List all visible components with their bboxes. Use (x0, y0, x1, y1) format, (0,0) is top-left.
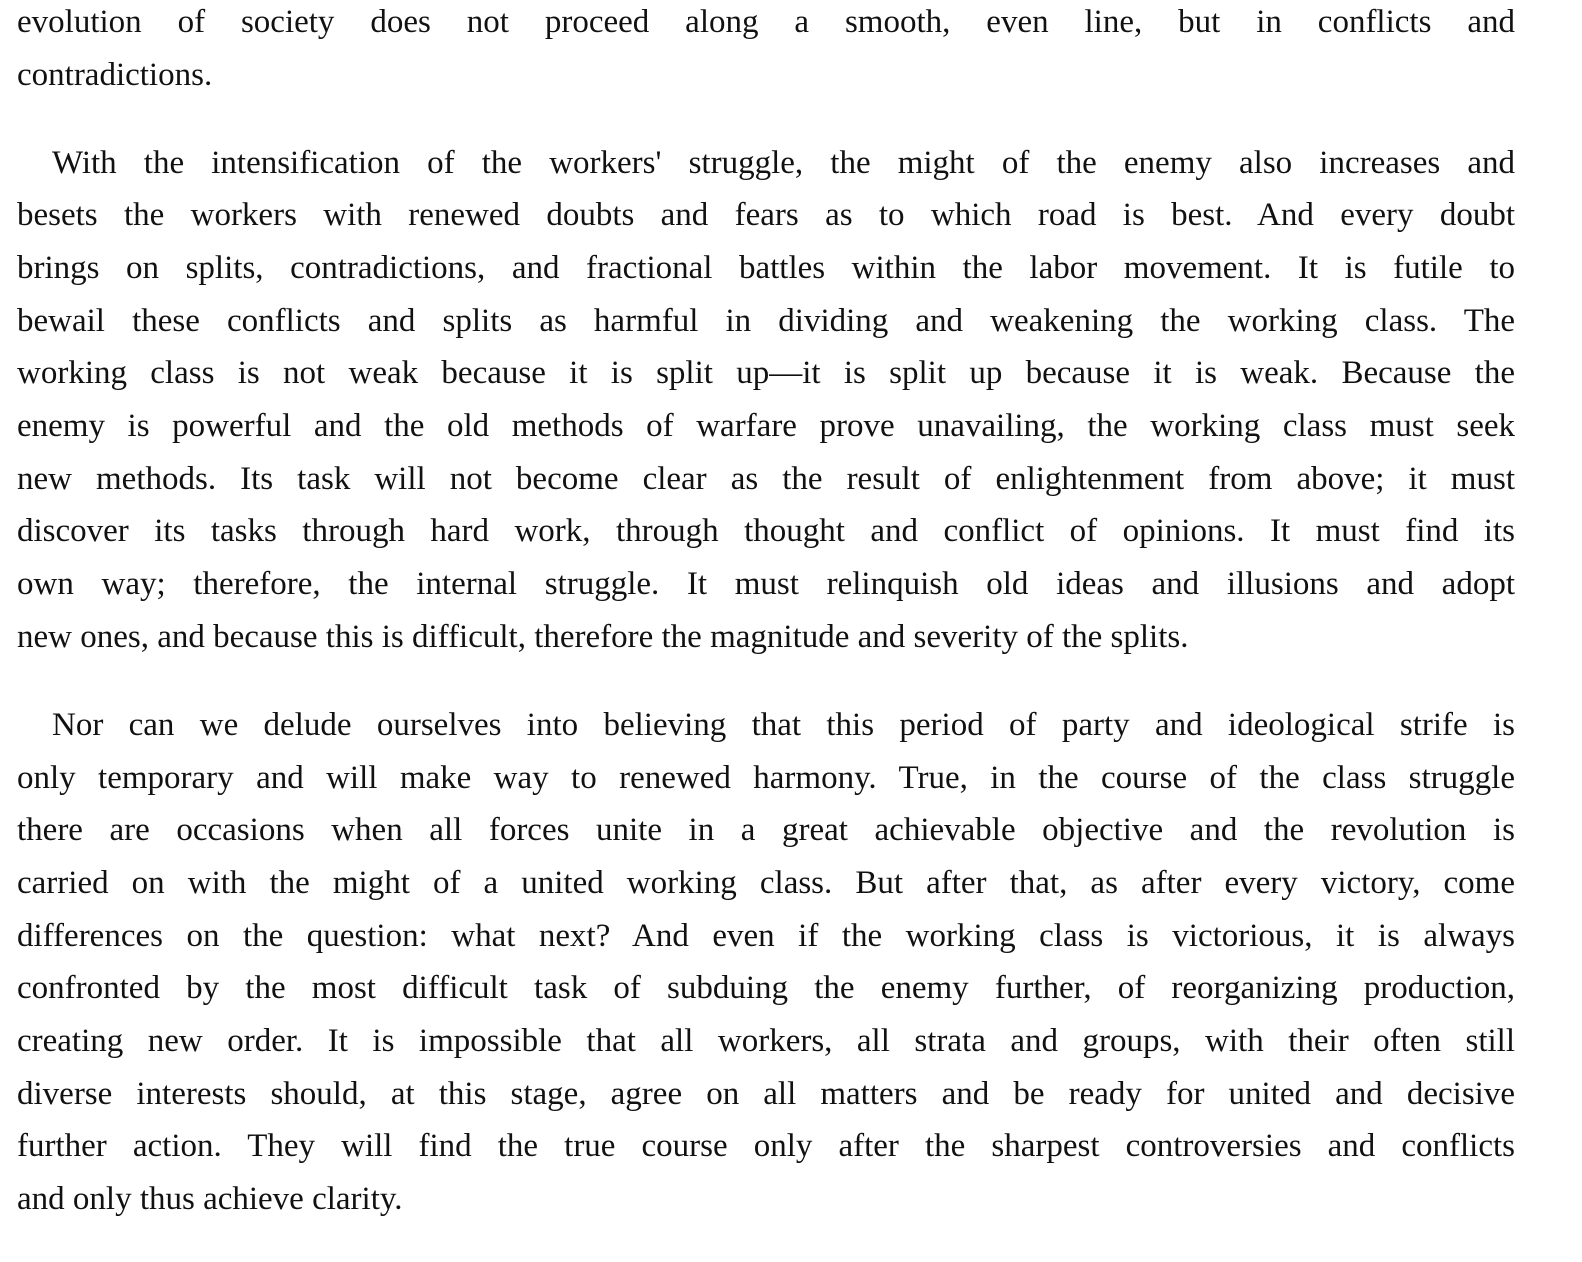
text-line: carried on with the might of a united working class. But after that, as after every victory, come (17, 864, 1515, 901)
text-line: contradictions. (17, 56, 213, 93)
text-line: own way; therefore, the internal struggle. It must relinquish old ideas and illusions and adopt (17, 566, 1515, 603)
paragraph (17, 137, 1515, 664)
text-line: and only thus achieve clarity. (17, 1181, 403, 1218)
text-line: discover its tasks through hard work, through thought and conflict of opinions. It must find its (17, 513, 1515, 550)
text-line: enemy is powerful and the old methods of warfare prove unavailing, the working class must seek (17, 408, 1515, 445)
text-line: diverse interests should, at this stage, agree on all matters and be ready for united and decisive (17, 1075, 1515, 1112)
text-line: there are occasions when all forces unite in a great achievable objective and the revolution is (17, 812, 1515, 849)
text-line: brings on splits, contradictions, and fractional battles within the labor movement. It is futile to (17, 250, 1515, 287)
document-body (17, 0, 1515, 1261)
paragraph (17, 0, 1515, 101)
text-line: working class is not weak because it is split up—it is split up because it is weak. Because the (17, 355, 1515, 392)
text-line: new ones, and because this is difficult, therefore the magnitude and severity of the splits. (17, 618, 1189, 655)
text-line: creating new order. It is impossible that all workers, all strata and groups, with their often still (17, 1022, 1515, 1059)
text-line: besets the workers with renewed doubts and fears as to which road is best. And every doubt (17, 197, 1515, 234)
text-line: new methods. Its task will not become clear as the result of enlightenment from above; it must (17, 460, 1515, 497)
text-line: differences on the question: what next? And even if the working class is victorious, it is always (17, 917, 1515, 954)
text-line: Nor can we delude ourselves into believing that this period of party and ideological strife is (52, 706, 1515, 743)
text-line: only temporary and will make way to renewed harmony. True, in the course of the class struggle (17, 759, 1515, 796)
text-line: bewail these conflicts and splits as harmful in dividing and weakening the working class. The (17, 302, 1515, 339)
paragraph (17, 699, 1515, 1226)
text-line: evolution of society does not proceed along a smooth, even line, but in conflicts and (17, 4, 1515, 40)
text-line: further action. They will find the true course only after the sharpest controversies and conflicts (17, 1128, 1515, 1165)
text-line: With the intensification of the workers' struggle, the might of the enemy also increases and (52, 144, 1515, 181)
text-line: confronted by the most difficult task of subduing the enemy further, of reorganizing production, (17, 970, 1515, 1007)
